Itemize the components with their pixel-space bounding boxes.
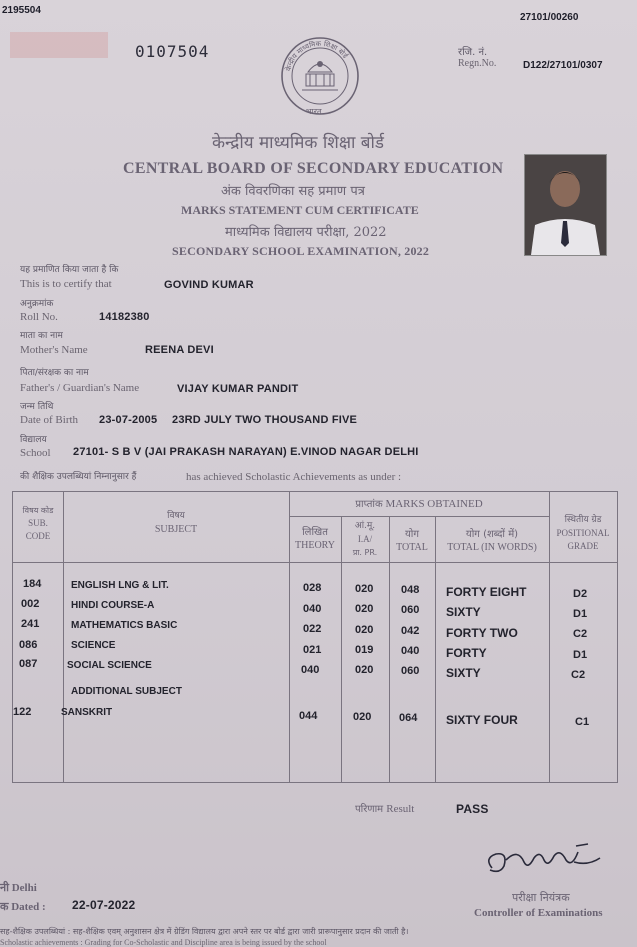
dob-label-en: Date of Birth xyxy=(20,414,79,426)
additional-subject-label: ADDITIONAL SUBJECT xyxy=(71,686,182,697)
school-label-en: School xyxy=(20,447,51,459)
place-label: नी Delhi xyxy=(0,882,37,894)
hdr-code-hi: विषय कोड xyxy=(22,506,54,515)
achieved-label-en: has achieved Scholastic Achievements as under : xyxy=(186,471,402,483)
marks-table: विषय कोड SUB. CODE विषय SUBJECT प्राप्तांक MARKS OBTAINED लिखित THEORY आं.मू. I.A/ प्रा. PR. योग TOTAL योग (शब्दों में) TOTAL (IN WORDS) स्थितीय ग्रेड POSITIONAL GRADE 184 ENGLISH LNG & LIT. 028 020 048 FORTY EIGHT D2 002 HINDI COURSE-A 040 020 060 SIXTY D1 241 MATHEMATICS BASIC 022 020 042 FORTY TWO C2 086 SCIENCE 021 019 040 FORTY D1 087 SOCIAL SCIENCE 040 020 060 SIXTY C2 ADDITIONAL SUBJECT 122 SANSKRIT 044 020 064 SIXTY FOUR C1 xyxy=(12,491,618,783)
school-name: 27101- S B V (JAI PRAKASH NARAYAN) E.VINOD NAGAR DELHI xyxy=(73,446,419,458)
faded-stamp xyxy=(10,32,108,58)
student-name: GOVIND KUMAR xyxy=(164,279,254,291)
father-label-hi: पिता/संरक्षक का नाम xyxy=(20,368,89,378)
date-of-birth: 23-07-2005 xyxy=(99,414,158,426)
certify-label-en: This is to certify that xyxy=(20,278,112,290)
issue-date: 22-07-2022 xyxy=(72,898,136,912)
hdr-theory-en: THEORY xyxy=(295,540,335,551)
mother-label-hi: माता का नाम xyxy=(20,331,63,341)
roll-number: 14182380 xyxy=(99,311,150,323)
board-title-english: CENTRAL BOARD OF SECONDARY EDUCATION xyxy=(123,160,504,177)
father-name: VIJAY KUMAR PANDIT xyxy=(177,383,299,395)
regn-number: D122/27101/0307 xyxy=(523,60,603,71)
hdr-ia-en1: I.A/ xyxy=(357,534,373,544)
date-of-birth-words: 23RD JULY TWO THOUSAND FIVE xyxy=(172,414,358,426)
footnote-hindi: सह-शैक्षिक उपलब्धियां : सह-शैक्षिक एवम् अनुशासन क्षेत्र में ग्रेडिंग विद्यालय द्वारा अपने स्तर पर बोर्ड द्वारा जारी प्रारूपानुसार प्रदान की जाती है। xyxy=(0,927,409,936)
dated-label: क Dated : xyxy=(0,901,46,913)
hdr-marks-en: MARKS OBTAINED xyxy=(385,498,483,510)
exam-title-english: SECONDARY SCHOOL EXAMINATION, 2022 xyxy=(172,244,430,258)
mother-name: REENA DEVI xyxy=(145,344,214,356)
hdr-words-en: TOTAL (IN WORDS) xyxy=(447,542,537,553)
school-code-top: 27101/00260 xyxy=(520,12,579,23)
roll-label-hi: अनुक्रमांक xyxy=(20,299,54,309)
hdr-theory-hi: लिखित xyxy=(302,527,328,538)
father-label-en: Father's / Guardian's Name xyxy=(20,382,140,394)
regn-label-en: Regn.No. xyxy=(458,58,497,69)
mother-label-en: Mother's Name xyxy=(20,344,88,356)
result-value: PASS xyxy=(456,802,489,816)
controller-label-hi: परीक्षा नियंत्रक xyxy=(512,891,570,904)
footnote-english: Scholastic achievements : Grading for Co-Scholastic and Discipline area is being issued by the school xyxy=(0,938,327,947)
emblem-ring-text: केन्द्रीय माध्यमिक शिक्षा बोर्ड xyxy=(284,39,350,72)
certificate-title-english: MARKS STATEMENT CUM CERTIFICATE xyxy=(181,203,419,217)
hdr-marks-hi: प्राप्तांक xyxy=(355,499,383,510)
regn-label-hi: रजि. नं. xyxy=(458,47,488,58)
hdr-total-hi: योग xyxy=(404,529,420,540)
hdr-ia-hi: आं.मू. xyxy=(354,521,376,531)
hdr-total-en: TOTAL xyxy=(396,542,428,553)
hdr-subject-en: SUBJECT xyxy=(154,524,198,535)
emblem-bottom-text: भारत xyxy=(306,107,322,116)
board-title-hindi: केन्द्रीय माध्यमिक शिक्षा बोर्ड xyxy=(212,133,385,153)
school-label-hi: विद्यालय xyxy=(20,435,47,445)
certificate-number: 0107504 xyxy=(135,42,210,61)
certify-label-hi: यह प्रमाणित किया जाता है कि xyxy=(20,265,119,275)
hdr-grade-en2: GRADE xyxy=(567,541,599,551)
hdr-code-en2: CODE xyxy=(25,531,51,541)
controller-label-en: Controller of Examinations xyxy=(474,907,603,919)
dob-label-hi: जन्म तिथि xyxy=(20,402,54,412)
certificate-title-hindi: अंक विवरणिका सह प्रमाण पत्र xyxy=(221,184,365,199)
controller-signature-icon xyxy=(478,838,608,888)
exam-title-hindi: माध्यमिक विद्यालय परीक्षा, 2022 xyxy=(225,225,387,240)
hdr-words-hi: योग (शब्दों में) xyxy=(465,529,519,540)
serial-number-top: 2195504 xyxy=(2,5,41,16)
roll-label-en: Roll No. xyxy=(20,311,58,323)
hdr-subject-hi: विषय xyxy=(167,511,185,521)
hdr-code-en1: SUB. xyxy=(28,518,48,528)
result-label: परिणाम Result xyxy=(355,803,415,815)
achieved-label-hi: की शैक्षिक उपलब्धियां निम्नानुसार हैं xyxy=(20,472,137,482)
hdr-ia-en2: प्रा. PR. xyxy=(352,548,378,557)
hdr-grade-en1: POSITIONAL xyxy=(556,528,610,538)
student-photo xyxy=(524,154,607,256)
hdr-grade-hi: स्थितीय ग्रेड xyxy=(564,515,602,525)
